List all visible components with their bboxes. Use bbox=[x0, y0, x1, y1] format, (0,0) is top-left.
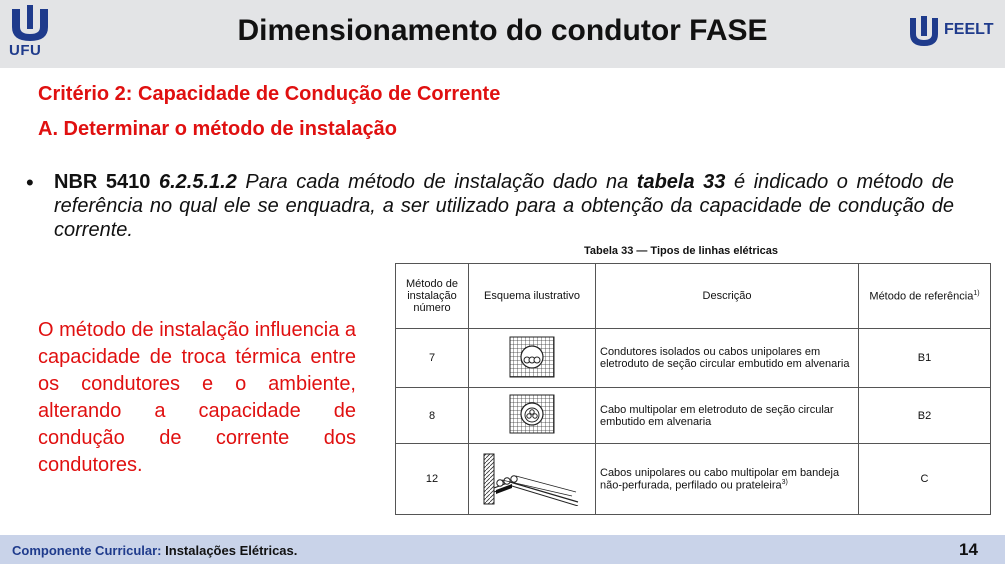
header-method-number: Método de instalação número bbox=[396, 264, 469, 329]
scheme-illustration bbox=[469, 444, 596, 515]
multipolar-conduit-icon bbox=[509, 394, 555, 434]
table-header-row bbox=[396, 264, 991, 329]
installation-methods-table bbox=[395, 263, 991, 515]
table-row bbox=[396, 388, 991, 444]
section-ref: 6.2.5.1.2 bbox=[158, 171, 237, 193]
bullet-marker: • bbox=[26, 170, 34, 195]
side-explanation: O método de instalação influencia a capacidade de troca térmica entre os condutores e o ambiente, alterando a capacidade de condução de corrente dos condutores. bbox=[38, 319, 356, 476]
slide-title: Dimensionamento do condutor FASE bbox=[237, 14, 768, 47]
reference-method: B1 bbox=[859, 329, 991, 388]
ufu-logo-text: UFU bbox=[9, 42, 42, 59]
method-description: Cabos unipolares ou cabo multipolar em bandeja não-perfurada, perfilado ou prateleira$^{3)}$ bbox=[596, 444, 859, 515]
table-row bbox=[396, 444, 991, 515]
method-description: Condutores isolados ou cabos unipolares em eletroduto de seção circular embutido em alvenaria bbox=[596, 329, 859, 388]
norm-ref: NBR 5410 bbox=[54, 171, 151, 193]
method-description: Cabo multipolar em eletroduto de seção circular embutido em alvenaria bbox=[596, 388, 859, 444]
header-scheme: Esquema ilustrativo bbox=[469, 264, 596, 329]
scheme-illustration bbox=[469, 329, 596, 388]
bullet-text-1: Para cada método de instalação dado na bbox=[245, 171, 629, 193]
course-info bbox=[12, 543, 297, 558]
table-caption: Tabela 33 — Tipos de linhas elétricas bbox=[584, 245, 779, 257]
method-number: 8 bbox=[396, 388, 469, 444]
bullet-paragraph bbox=[54, 170, 954, 242]
reference-method: B2 bbox=[859, 388, 991, 444]
feelt-logo-text: FEELT bbox=[944, 21, 994, 38]
method-number: 12 bbox=[396, 444, 469, 515]
table-ref: tabela 33 bbox=[636, 171, 726, 193]
scheme-illustration bbox=[469, 388, 596, 444]
header-description: Descrição bbox=[596, 264, 859, 329]
course-name: Instalações Elétricas. bbox=[165, 543, 298, 558]
method-number: 7 bbox=[396, 329, 469, 388]
course-label: Componente Curricular: bbox=[12, 543, 162, 558]
cable-tray-icon bbox=[482, 450, 582, 506]
reference-method: C bbox=[859, 444, 991, 515]
method-heading: A. Determinar o método de instalação bbox=[38, 118, 397, 140]
table-row bbox=[396, 329, 991, 388]
header-reference-method: Método de referência$^{1)}$ bbox=[859, 264, 991, 329]
criterion-heading: Critério 2: Capacidade de Condução de Corrente bbox=[38, 83, 501, 105]
conduit-in-masonry-icon bbox=[509, 336, 555, 378]
page-number: 14 bbox=[959, 540, 978, 559]
bullet-text-2: é indicado o método de referência no qual ele se enquadra, a ser utilizado para a obtenção da capacidade de condução de corrente. bbox=[54, 171, 954, 241]
